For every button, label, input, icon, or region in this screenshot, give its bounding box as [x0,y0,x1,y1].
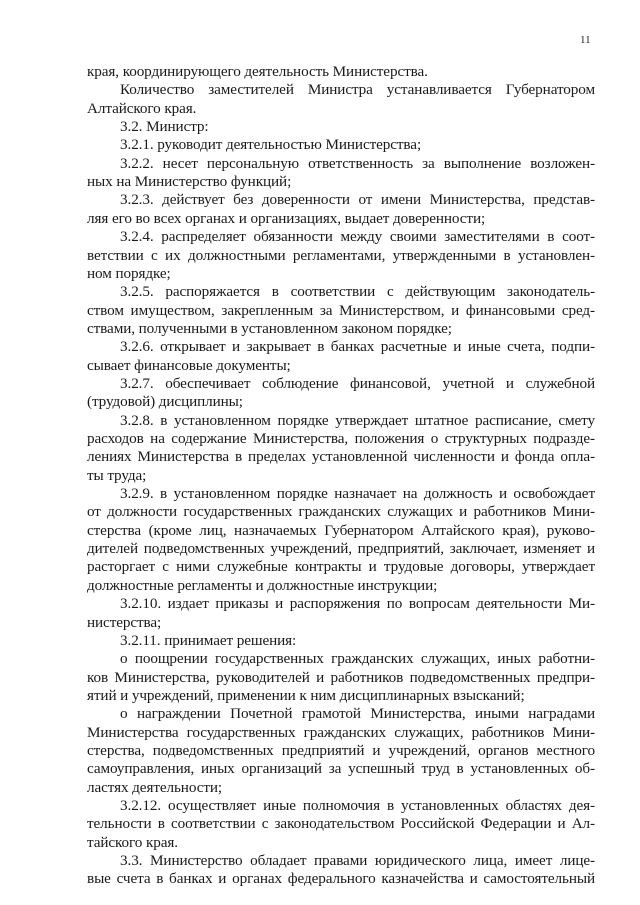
text-line: 3.2.5. распоряжается в соответствии с действующим законодатель- [120,283,595,301]
text-line: ствами, полученными в установленном законом порядке; [87,319,452,337]
text-line: расторгает с ними служебные контракты и трудовые договоры, утверждает [87,558,595,576]
text-line: о награждении Почетной грамотой Министерства, иными наградами [120,705,595,723]
text-line: ластях деятельности; [87,778,223,796]
text-line: ветствии с их должностными регламентами, утвержденными в установлен- [87,246,595,264]
text-line: дителей подведомственных учреждений, предприятий, заключает, изменяет и [87,540,595,558]
text-line: 3.2.4. распределяет обязанности между своими заместителями в соот- [120,228,595,246]
text-line: края, координирующего деятельность Министерства. [87,63,428,80]
text-line: ном порядке; [87,264,171,282]
text-line: вые счета в банках и органах федерального казначейства и самостоятельный [87,870,595,888]
text-line: тайского края. [87,833,178,851]
text-line: расходов на содержание Министерства, положения о структурных подразде- [87,430,595,447]
text-line: стерства, подведомственных предприятий и учреждений, органов местного [87,741,595,759]
text-line: 3.2.1. руководит деятельностью Министерства; [120,136,422,154]
text-line: ты труда; [87,466,147,484]
text-line: ятий и учреждений, применении к ним дисциплинарных взысканий; [87,686,525,704]
text-line: 3.2. Министр: [120,118,209,136]
text-line: Количество заместителей Министра устанавливается Губернатором [120,81,595,99]
text-line: 3.2.7. обеспечивает соблюдение финансовой, учетной и служебной [120,374,595,392]
text-line: от должности государственных гражданских служащих и работников Мини- [87,503,595,521]
text-line: должностные регламенты и должностные инструкции; [87,576,438,594]
text-line: 3.2.8. в установленном порядке утверждает штатное расписание, смету [120,411,595,429]
text-line: о поощрении государственных гражданских служащих, иных работни- [120,650,595,668]
text-line: стерства (кроме лиц, назначаемых Губернатором Алтайского края), руково- [87,521,595,539]
text-line: нистерства; [87,613,162,631]
text-line: сывает финансовые документы; [87,356,291,374]
text-line: 3.2.12. осуществляет иные полномочия в установленных областях дея- [120,797,595,814]
text-line: тельности в соответствии с законодательством Российской Федерации и Ал- [87,815,595,833]
text-line: 3.2.9. в установленном порядке назначает на должность и освобождает [120,485,595,503]
text-line: 3.3. Министерство обладает правами юридического лица, имеет лице- [120,852,595,870]
page-number: 11 [580,34,591,46]
text-line: лениях Министерства в пределах установленной численности и фонда опла- [87,448,595,466]
text-line: 3.2.2. несет персональную ответственность за выполнение возложен- [120,154,595,172]
text-line: ством имуществом, закрепленным за Министерством, и финансовыми сред- [87,301,595,319]
text-line: Министерства государственных гражданских служащих, работников Мини- [87,723,595,741]
text-line: 3.2.11. принимает решения: [120,631,297,649]
text-line: 3.2.3. действует без доверенности от имени Министерства, представ- [120,191,595,209]
text-line: Алтайского края. [87,99,197,117]
text-line: ных на Министерство функций; [87,173,292,191]
text-line: (трудовой) дисциплины; [87,393,243,411]
text-line: 3.2.10. издает приказы и распоряжения по вопросам деятельности Ми- [120,595,595,613]
text-line: ляя его во всех органах и организациях, выдает доверенности; [87,209,486,227]
text-line: ков Министерства, руководителей и работников подведомственных предпри- [87,668,595,686]
text-line: 3.2.6. открывает и закрывает в банках расчетные и иные счета, подпи- [120,338,595,356]
text-line: самоуправления, иных организаций за успешный труд в установленных об- [87,760,595,778]
